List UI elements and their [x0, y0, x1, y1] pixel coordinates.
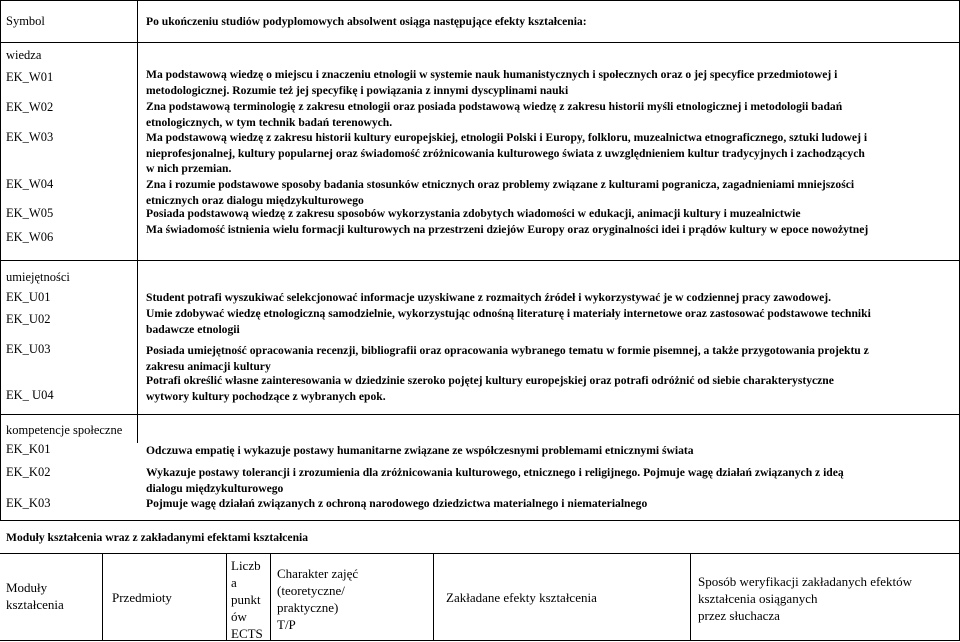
modules-column-header: Moduły: [6, 580, 48, 595]
column-divider: [137, 0, 138, 443]
effect-code: EK_K01: [6, 442, 51, 456]
modules-column-header: praktyczne): [277, 600, 339, 615]
effect-description: Ma podstawową wiedzę o miejscu i znaczeniu etnologii w systemie nauk humanistycznych i społecznych oraz o jej specyfice przedmiotowej i: [146, 68, 838, 81]
effect-description: Potrafi określić własne zainteresowania w dziedzinie szeroko pojętej kultury europejskiej oraz potrafi odróżnić od siebie charakterystyczne: [146, 374, 834, 387]
modules-title: Moduły kształcenia wraz z zakładanymi efektami kształcenia: [6, 531, 309, 544]
effect-code: EK_W05: [6, 206, 54, 220]
effects-header: Po ukończeniu studiów podyplomowych absolwent osiąga następujące efekty kształcenia:: [146, 15, 587, 28]
effect-description: Wykazuje postawy tolerancji i zrozumienia dla zróżnicowania kulturowego, etnicznego i religijnego. Pojmuje wagę działań związanych z ideą: [146, 466, 844, 479]
column-divider: [433, 553, 434, 641]
modules-column-header: przez słuchacza: [698, 608, 780, 623]
effect-description: Ma świadomość istnienia wielu formacji kulturowych na przestrzeni dziejów Europy oraz oryginalności idei i prądów kultury w epoce nowożytnej: [146, 223, 869, 236]
section-rule: [0, 260, 959, 261]
effect-code: EK_ U04: [6, 388, 54, 402]
table-border-top: [0, 0, 959, 1]
section-rule: [0, 553, 959, 554]
section-rule: [0, 414, 959, 415]
effect-description: Posiada podstawową wiedzę z zakresu sposobów wykorzystania zdobytych wiadomości w edukacji, animacji kultury i muzealnictwie: [146, 207, 801, 220]
effect-code: EK_W03: [6, 130, 54, 144]
effect-description: zakresu animacji kultury: [146, 359, 271, 373]
effect-code: EK_K03: [6, 496, 51, 510]
effect-code: EK_U02: [6, 312, 51, 326]
effect-description: Student potrafi wyszukiwać selekcjonować informacje uzyskiwane z rozmaitych źródeł i wykorzystywać je w codziennej pracy zawodowej.: [146, 291, 831, 304]
modules-column-header: Charakter zajęć: [277, 566, 359, 581]
modules-column-header: Przedmioty: [112, 590, 172, 605]
column-divider: [690, 553, 691, 641]
effect-description: Ma podstawową wiedzę z zakresu historii kultury europejskiej, etnologii Polski i Europy, folkloru, muzealnictwa etnograficznego, sztuki ludowej i: [146, 131, 868, 144]
modules-column-header: ECTS: [231, 626, 263, 641]
symbol-header: Symbol: [6, 14, 45, 28]
column-divider: [226, 553, 227, 641]
effect-description: dialogu międzykulturowego: [146, 481, 284, 495]
effect-description: Odczuwa empatię i wykazuje postawy humanitarne związane ze współczesnymi problemami etnicznymi świata: [146, 444, 694, 457]
effect-description: Zna podstawową terminologię z zakresu etnologii oraz posiada podstawową wiedzę z zakresu historii myśli etnologicznej i metodologii badań: [146, 100, 843, 113]
effect-description: w nich przemian.: [146, 162, 232, 175]
modules-column-header: ów: [231, 609, 247, 624]
modules-column-header: a: [231, 575, 237, 590]
modules-column-header: kształcenia osiąganych: [698, 591, 818, 606]
section-rule: [0, 520, 959, 521]
effect-code: EK_W02: [6, 100, 54, 114]
effect-code: EK_U01: [6, 290, 51, 304]
effect-code: EK_U03: [6, 342, 51, 356]
modules-column-header: punkt: [231, 592, 261, 607]
effect-description: etnologicznych, w tym technik badań terenowych.: [146, 115, 393, 129]
effect-description: Pojmuje wagę działań związanych z ochroną narodowego dziedzictwa materialnego i niematerialnego: [146, 497, 648, 510]
modules-column-header: Liczb: [231, 558, 261, 573]
column-divider: [270, 553, 271, 641]
effect-description: Zna i rozumie podstawowe sposoby badania stosunków etnicznych oraz problemy związane z kulturami pogranicza, zagadnieniami mniejszości: [146, 178, 855, 191]
section-label-skills: umiejętności: [6, 270, 70, 284]
effect-code: EK_W06: [6, 230, 54, 244]
section-label-knowledge: wiedza: [6, 48, 42, 62]
modules-column-header: Zakładane efekty kształcenia: [446, 590, 597, 605]
header-rule: [0, 42, 959, 43]
column-divider: [102, 553, 103, 641]
section-label-social: kompetencje społeczne: [6, 423, 123, 437]
effect-description: wytwory kultury pochodzące z wybranych epok.: [146, 389, 386, 403]
effect-description: metodologicznej. Rozumie też jej specyfikę i powiązania z innymi dyscyplinami nauki: [146, 83, 569, 97]
effect-description: Umie zdobywać wiedzę etnologiczną samodzielnie, wykorzystując odnośną literaturę i materiały internetowe oraz zastosować podstawowe techniki: [146, 307, 871, 320]
effect-description: etnicznych oraz dialogu międzykulturowego: [146, 193, 364, 207]
modules-column-header: (teoretyczne/: [277, 583, 345, 598]
modules-column-header: Sposób weryfikacji zakładanych efektów: [698, 574, 913, 589]
modules-column-header: T/P: [277, 617, 296, 632]
effect-description: nieprofesjonalnej, kultury popularnej oraz świadomość zróżnicowania kulturowego świata z uwzględnieniem kultur tradycyjnych i zachodzących: [146, 146, 865, 160]
effect-code: EK_W04: [6, 177, 54, 191]
modules-column-header: kształcenia: [6, 597, 64, 612]
effect-code: EK_K02: [6, 465, 51, 479]
effect-description: Posiada umiejętność opracowania recenzji, bibliografii oraz opracowania wybranego tematu w formie pisemnej, a także przygotowania projektu z: [146, 344, 869, 357]
effect-code: EK_W01: [6, 70, 54, 84]
effect-description: badawcze etnologii: [146, 322, 240, 336]
